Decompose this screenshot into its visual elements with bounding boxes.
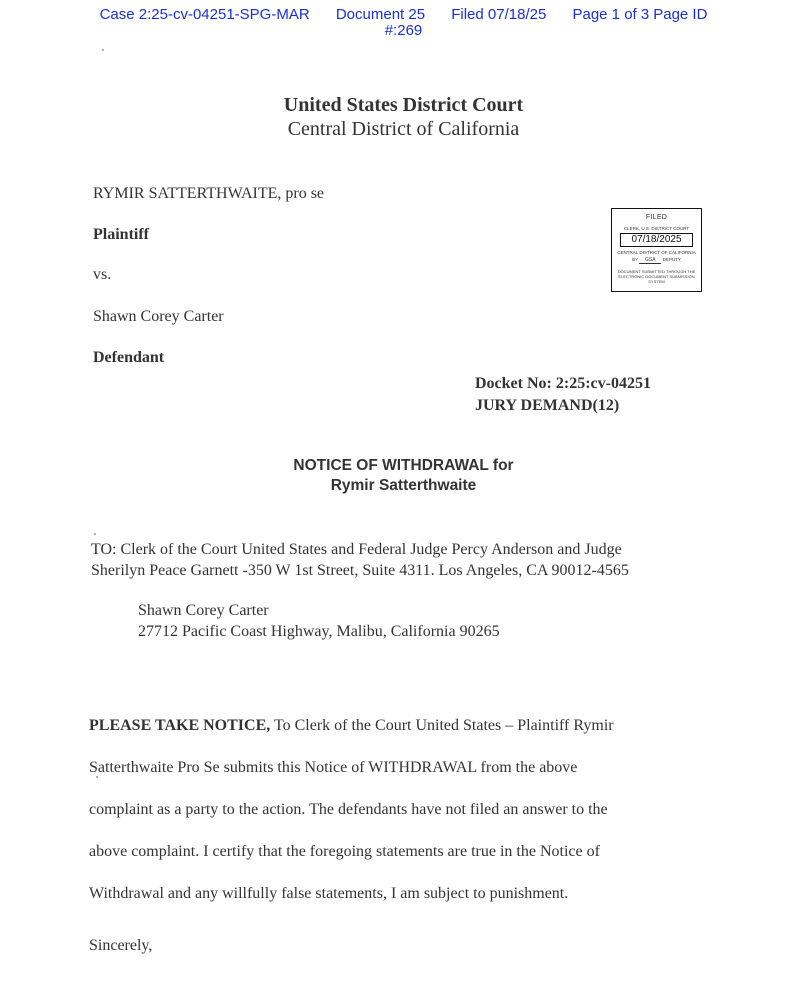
- versus: vs.: [93, 266, 112, 283]
- stamp-date: 07/18/2025: [620, 233, 693, 247]
- to-block: [91, 539, 629, 581]
- scan-speck: [96, 776, 98, 778]
- court-name: United States District Court: [283, 94, 524, 116]
- docket-block: [475, 373, 651, 417]
- ecf-header: [0, 7, 807, 39]
- body-line1: [89, 705, 699, 747]
- case-number: Case 2:25-cv-04251-SPG-MAR: [99, 6, 310, 23]
- stamp-by-line: [612, 257, 701, 264]
- stamp-filed: FILED: [645, 214, 668, 221]
- address-name: Shawn Corey Carter: [138, 602, 269, 619]
- defendant-name: Shawn Corey Carter: [93, 308, 224, 325]
- plaintiff-label: Plaintiff: [93, 226, 149, 243]
- notice-body: [89, 705, 699, 915]
- jury-demand: JURY DEMAND(12): [475, 397, 620, 414]
- closing: Sincerely,: [89, 937, 153, 954]
- filed-stamp: [611, 208, 702, 292]
- stamp-note-line2: ELECTRONIC DOCUMENT SUBMISSION SYSTEM: [618, 274, 695, 284]
- body-line3: complaint as a party to the action. The defendants have not filed an answer to the: [89, 801, 608, 818]
- body-line4: above complaint. I certify that the foregoing statements are true in the Notice of: [89, 843, 600, 860]
- docket-number: Docket No: 2:25:cv-04251: [475, 375, 651, 392]
- title-line2: Rymir Satterthwaite: [330, 477, 477, 494]
- title-line1: NOTICE OF WITHDRAWAL for: [293, 457, 514, 474]
- body-line5: Withdrawal and any willfully false statements, I am subject to punishment.: [89, 885, 569, 902]
- body-line2: Satterthwaite Pro Se submits this Notice of WITHDRAWAL from the above: [89, 759, 578, 776]
- to-line2: Sherilyn Peace Garnett -350 W 1st Street, Suite 4311. Los Angeles, CA 90012-4565: [91, 562, 629, 579]
- scan-speck: [102, 49, 104, 51]
- document-title: [0, 456, 807, 496]
- page-id-number: #:269: [384, 22, 423, 39]
- defendant-label: Defendant: [93, 349, 165, 366]
- address-street: 27712 Pacific Coast Highway, Malibu, California 90265: [138, 623, 500, 640]
- stamp-by: BY: [632, 257, 639, 262]
- to-line1: TO: Clerk of the Court United States and Federal Judge Percy Anderson and Judge: [91, 541, 622, 558]
- plaintiff-name: RYMIR SATTERTHWAITE, pro se: [93, 185, 325, 202]
- stamp-deputy: DEPUTY: [662, 257, 681, 262]
- defendant-address: [138, 600, 500, 642]
- stamp-note-line1: DOCUMENT SUBMITTED THROUGH THE: [617, 269, 696, 274]
- court-district: Central District of California: [287, 118, 520, 140]
- stamp-initials: GSA: [639, 257, 661, 264]
- scan-speck: [94, 533, 96, 535]
- stamp-note: [612, 269, 701, 284]
- document-number: Document 25: [335, 6, 426, 23]
- stamp-clerk: CLERK, U.S. DISTRICT COURT: [623, 226, 690, 231]
- body-line1-text: To Clerk of the Court United States – Plaintiff Rymir: [270, 717, 614, 734]
- page-count: Page 1 of 3: [572, 6, 650, 23]
- stamp-district: CENTRAL DISTRICT OF CALIFORNIA: [617, 250, 696, 255]
- filed-date: Filed 07/18/25: [451, 6, 547, 23]
- page-id-label: Page ID: [653, 6, 708, 23]
- body-lead: PLEASE TAKE NOTICE,: [89, 717, 271, 734]
